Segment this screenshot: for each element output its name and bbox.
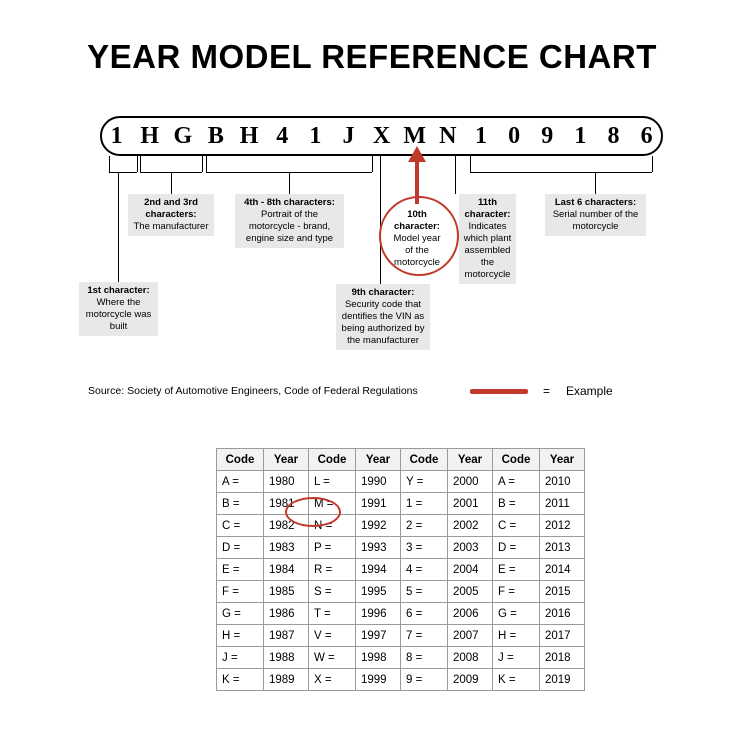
table-row: [217, 515, 585, 537]
table-cell-year: 2016: [540, 603, 585, 625]
table-cell-code: G =: [493, 603, 540, 625]
callout-body: Serial number of the motorcycle: [552, 209, 639, 232]
table-cell-year: 2002: [448, 515, 493, 537]
callout-second-third-characters: [128, 194, 214, 236]
leader-line: [652, 156, 653, 172]
table-cell-year: 2005: [448, 581, 493, 603]
table-cell-year: 1987: [264, 625, 309, 647]
column-header: Code: [493, 449, 540, 471]
table-cell-code: W =: [309, 647, 356, 669]
table-row: [217, 471, 585, 493]
vin-char: G: [173, 122, 193, 149]
leader-line: [202, 156, 203, 172]
table-cell-code: 3 =: [401, 537, 448, 559]
vin-char: N: [439, 122, 457, 149]
vin-character-row: [100, 116, 663, 156]
table-cell-year: 2001: [448, 493, 493, 515]
table-cell-code: G =: [217, 603, 264, 625]
table-cell-year: 1981: [264, 493, 309, 515]
leader-line: [455, 156, 456, 194]
table-cell-code: M =: [309, 493, 356, 515]
table-cell-year: 1990: [356, 471, 401, 493]
table-cell-code: J =: [493, 647, 540, 669]
vin-char: 1: [110, 122, 123, 149]
table-cell-year: 1992: [356, 515, 401, 537]
table-cell-code: F =: [493, 581, 540, 603]
vin-char: X: [372, 122, 391, 149]
leader-line: [289, 172, 290, 194]
table-cell-code: H =: [217, 625, 264, 647]
callout-heading: 2nd and 3rd characters:: [144, 197, 198, 220]
table-cell-code: R =: [309, 559, 356, 581]
table-cell-code: L =: [309, 471, 356, 493]
callout-heading: 1st character:: [87, 285, 150, 296]
callout-body: Model year of the motorcycle: [393, 233, 441, 268]
table-highlight-circle: [285, 497, 341, 527]
table-cell-year: 1988: [264, 647, 309, 669]
column-header: Year: [448, 449, 493, 471]
table-cell-year: 2009: [448, 669, 493, 691]
table-cell-code: H =: [493, 625, 540, 647]
vin-char: H: [140, 122, 160, 149]
table-cell-code: V =: [309, 625, 356, 647]
callout-body: The manufacturer: [133, 221, 209, 232]
table-cell-year: 1983: [264, 537, 309, 559]
callout-tenth-character: [386, 206, 448, 272]
callout-body: Security code that dentifies the VIN as being authorized by the manufacturer: [341, 299, 425, 346]
column-header: Code: [217, 449, 264, 471]
table-row: [217, 493, 585, 515]
column-header: Code: [401, 449, 448, 471]
table-cell-code: 6 =: [401, 603, 448, 625]
callout-body: Where the motorcycle was built: [85, 297, 152, 332]
table-cell-code: A =: [217, 471, 264, 493]
table-cell-year: 2019: [540, 669, 585, 691]
table-cell-code: S =: [309, 581, 356, 603]
legend-label: Example: [566, 384, 613, 398]
vin-char: 1: [574, 122, 587, 149]
vin-char: 0: [508, 122, 521, 149]
column-header: Year: [264, 449, 309, 471]
table-cell-year: 1982: [264, 515, 309, 537]
table-cell-year: 1995: [356, 581, 401, 603]
callout-body: Portrait of the motorcycle - brand, engine size and type: [245, 209, 334, 244]
table-cell-year: 1993: [356, 537, 401, 559]
table-cell-code: Y =: [401, 471, 448, 493]
column-header: Code: [309, 449, 356, 471]
callout-heading: 11th character:: [464, 197, 511, 220]
legend-equals-sign: =: [543, 384, 551, 398]
table-cell-year: 1997: [356, 625, 401, 647]
leader-line: [470, 156, 471, 172]
callout-body: Indicates which plant assembled the motorcycle: [463, 221, 512, 280]
table-cell-code: T =: [309, 603, 356, 625]
table-cell-year: 2017: [540, 625, 585, 647]
page-title: YEAR MODEL REFERENCE CHART: [87, 38, 657, 75]
vin-char: 1: [309, 122, 322, 149]
table-cell-year: 2015: [540, 581, 585, 603]
column-header: Year: [540, 449, 585, 471]
table-cell-year: 2011: [540, 493, 585, 515]
table-cell-year: 1989: [264, 669, 309, 691]
table-cell-year: 2006: [448, 603, 493, 625]
leader-line: [140, 156, 141, 172]
leader-line: [118, 172, 119, 282]
leader-line: [372, 156, 373, 172]
callout-ninth-character: [336, 284, 430, 350]
vin-char: 1: [474, 122, 487, 149]
table-cell-year: 2012: [540, 515, 585, 537]
table-cell-code: X =: [309, 669, 356, 691]
callout-eleventh-character: [459, 194, 516, 284]
table-row: [217, 647, 585, 669]
table-cell-code: K =: [217, 669, 264, 691]
table-cell-year: 2007: [448, 625, 493, 647]
table-cell-year: 1996: [356, 603, 401, 625]
table-cell-code: K =: [493, 669, 540, 691]
table-cell-code: 9 =: [401, 669, 448, 691]
table-cell-year: 1986: [264, 603, 309, 625]
table-cell-code: C =: [493, 515, 540, 537]
table-cell-code: J =: [217, 647, 264, 669]
table-cell-year: 2014: [540, 559, 585, 581]
table-cell-code: 8 =: [401, 647, 448, 669]
table-cell-year: 2008: [448, 647, 493, 669]
callout-first-character: [79, 282, 158, 336]
table-row: [217, 581, 585, 603]
vin-char: 9: [541, 122, 554, 149]
table-cell-code: C =: [217, 515, 264, 537]
leader-line: [470, 172, 652, 173]
table-cell-code: A =: [493, 471, 540, 493]
table-cell-year: 1999: [356, 669, 401, 691]
callout-heading: 4th - 8th characters:: [244, 197, 335, 208]
vin-char: 4: [276, 122, 289, 149]
table-cell-year: 1994: [356, 559, 401, 581]
table-cell-code: E =: [217, 559, 264, 581]
table-row: [217, 625, 585, 647]
table-cell-code: D =: [493, 537, 540, 559]
table-cell-code: 7 =: [401, 625, 448, 647]
leader-line: [206, 156, 207, 172]
table-cell-code: N =: [309, 515, 356, 537]
table-row: [217, 603, 585, 625]
table-cell-code: F =: [217, 581, 264, 603]
table-row: [217, 669, 585, 691]
table-row: [217, 559, 585, 581]
year-code-table: [216, 448, 585, 691]
table-row: [217, 537, 585, 559]
table-cell-code: B =: [493, 493, 540, 515]
legend-color-swatch: [470, 389, 528, 394]
table-cell-year: 1985: [264, 581, 309, 603]
leader-line: [380, 156, 381, 284]
table-cell-year: 2003: [448, 537, 493, 559]
vin-char: J: [342, 122, 355, 149]
leader-line: [137, 156, 138, 172]
table-cell-year: 2013: [540, 537, 585, 559]
table-cell-code: 2 =: [401, 515, 448, 537]
table-cell-year: 1984: [264, 559, 309, 581]
table-cell-year: 1998: [356, 647, 401, 669]
vin-char: 6: [640, 122, 653, 149]
callout-heading: 10th character:: [394, 209, 440, 232]
table-cell-code: E =: [493, 559, 540, 581]
table-cell-code: 1 =: [401, 493, 448, 515]
leader-line: [171, 172, 172, 194]
leader-line: [109, 172, 137, 173]
table-cell-code: P =: [309, 537, 356, 559]
callout-heading: 9th character:: [351, 287, 415, 298]
leader-line: [109, 156, 110, 172]
table-cell-code: 4 =: [401, 559, 448, 581]
vin-char: 8: [607, 122, 620, 149]
table-cell-year: 1991: [356, 493, 401, 515]
table-header-row: [217, 449, 585, 471]
column-header: Year: [356, 449, 401, 471]
table-cell-year: 2000: [448, 471, 493, 493]
vin-char: B: [207, 122, 224, 149]
table-cell-code: 5 =: [401, 581, 448, 603]
vin-char: H: [239, 122, 259, 149]
leader-line: [595, 172, 596, 194]
callout-last-six-characters: [545, 194, 646, 236]
table-cell-year: 2018: [540, 647, 585, 669]
table-cell-year: 2010: [540, 471, 585, 493]
vin-char: M: [403, 122, 427, 149]
callout-fourth-eighth-characters: [235, 194, 344, 248]
callout-heading: Last 6 characters:: [554, 197, 637, 208]
table-cell-code: D =: [217, 537, 264, 559]
table-cell-code: B =: [217, 493, 264, 515]
table-cell-year: 1980: [264, 471, 309, 493]
table-cell-year: 2004: [448, 559, 493, 581]
source-note: Source: Society of Automotive Engineers, Code of Federal Regulations: [88, 385, 418, 397]
